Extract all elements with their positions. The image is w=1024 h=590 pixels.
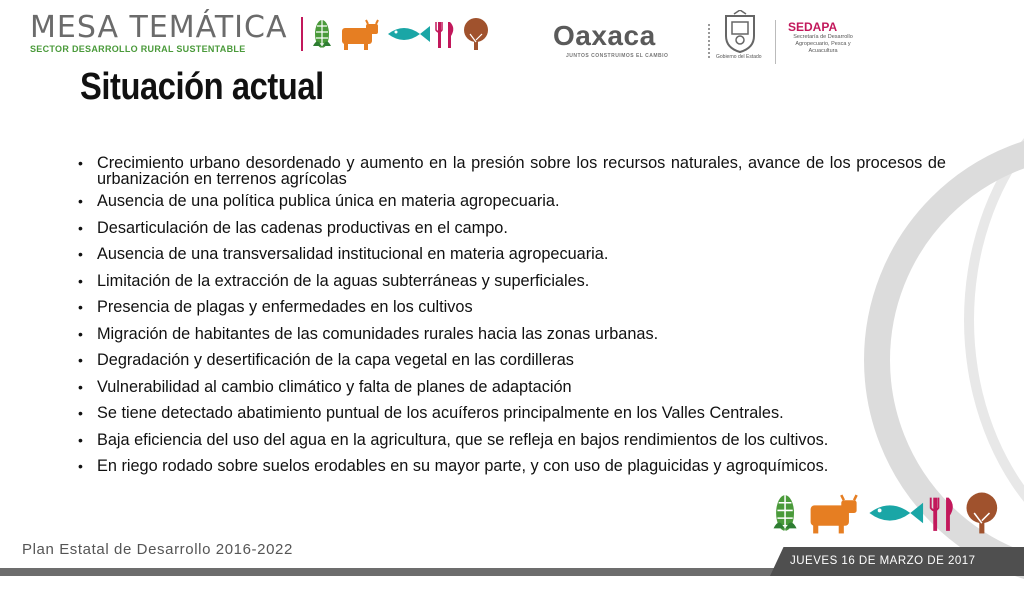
sedapa-subtitle: Secretaría de Desarrollo Agropecuario, Pesca y Acuacultura [793, 34, 853, 54]
bullet-text: Desarticulación de las cadenas productivas en el campo. [97, 218, 508, 237]
bullet-text: Migración de habitantes de las comunidades rurales hacia las zonas urbanas. [97, 324, 659, 343]
divider [708, 24, 710, 58]
corn-icon [774, 495, 797, 531]
mesa-subtitle: SECTOR DESARROLLO RURAL SUSTENTABLE [30, 44, 246, 54]
utensils-icon [436, 22, 453, 48]
bullet-icon: • [78, 405, 83, 421]
mesa-title: MESA TEMÁTICA [30, 10, 288, 45]
state-seal-icon [720, 10, 760, 54]
bullet-icon: • [78, 246, 83, 262]
slide-title: Situación actual [80, 66, 324, 108]
fish-icon [388, 26, 430, 42]
bullet-list [76, 155, 946, 485]
tree-icon [967, 493, 998, 534]
list-item [76, 432, 946, 448]
bullet-text: Degradación y desertificación de la capa vegetal en las cordilleras [97, 351, 574, 369]
bullet-icon: • [78, 431, 83, 448]
bullet-icon: • [78, 272, 83, 289]
header [0, 0, 1024, 70]
sector-icons-footer [755, 490, 1017, 536]
bullet-text: Presencia de plagas y enfermedades en los cultivos [97, 298, 473, 316]
bullet-text: Ausencia de una política publica única en materia agropecuaria. [97, 192, 560, 210]
cow-icon [342, 20, 378, 50]
list-item [76, 299, 946, 315]
fish-icon [869, 503, 923, 523]
bullet-text: Limitación de la extracción de la aguas subterráneas y superficiales. [97, 271, 590, 290]
bullet-icon: • [78, 458, 83, 474]
list-item [76, 458, 946, 474]
list-item [76, 193, 946, 209]
bullet-text: Vulnerabilidad al cambio climático y falta de planes de adaptación [97, 377, 572, 396]
oaxaca-logo: Oaxaca [553, 20, 656, 51]
list-item [76, 220, 946, 236]
divider [301, 17, 303, 51]
divider [775, 20, 776, 64]
list-item [76, 246, 946, 262]
bullet-icon: • [78, 378, 83, 395]
oaxaca-slogan: JUNTOS CONSTRUIMOS EL CAMBIO [566, 53, 669, 59]
tree-icon [464, 18, 488, 50]
corn-icon [313, 20, 331, 48]
sedapa-logo: SEDAPA [788, 20, 838, 34]
date-label: JUEVES 16 DE MARZO DE 2017 [790, 555, 976, 567]
cow-icon [811, 495, 857, 533]
bullet-text: Crecimiento urbano desordenado y aumento en la presión sobre los recursos naturales, avance de los procesos de urbanización en terrenos agrícolas [97, 154, 946, 188]
bullet-icon: • [78, 325, 83, 342]
bullet-text: Baja eficiencia del uso del agua en la agricultura, que se refleja en bajos rendimientos de los cultivos. [97, 430, 829, 449]
list-item [76, 326, 946, 342]
list-item [76, 352, 946, 368]
bullet-icon: • [78, 193, 83, 209]
bullet-text: Ausencia de una transversalidad institucional en materia agropecuaria. [97, 245, 609, 263]
gobierno-label: Gobierno del Estado [716, 54, 762, 60]
utensils-icon [931, 498, 953, 531]
plan-label: Plan Estatal de Desarrollo 2016-2022 [22, 541, 293, 558]
bullet-icon: • [78, 155, 83, 171]
list-item [76, 273, 946, 289]
bullet-text: En riego rodado sobre suelos erodables en su mayor parte, y con uso de plaguicidas y agroquímicos. [97, 457, 829, 475]
sector-icons [310, 16, 492, 52]
bullet-icon: • [78, 352, 83, 368]
bullet-text: Se tiene detectado abatimiento puntual de los acuíferos principalmente en los Valles Centrales. [97, 404, 784, 422]
list-item [76, 405, 946, 421]
list-item [76, 155, 946, 187]
list-item [76, 379, 946, 395]
bullet-icon: • [78, 219, 83, 236]
bullet-icon: • [78, 299, 83, 315]
